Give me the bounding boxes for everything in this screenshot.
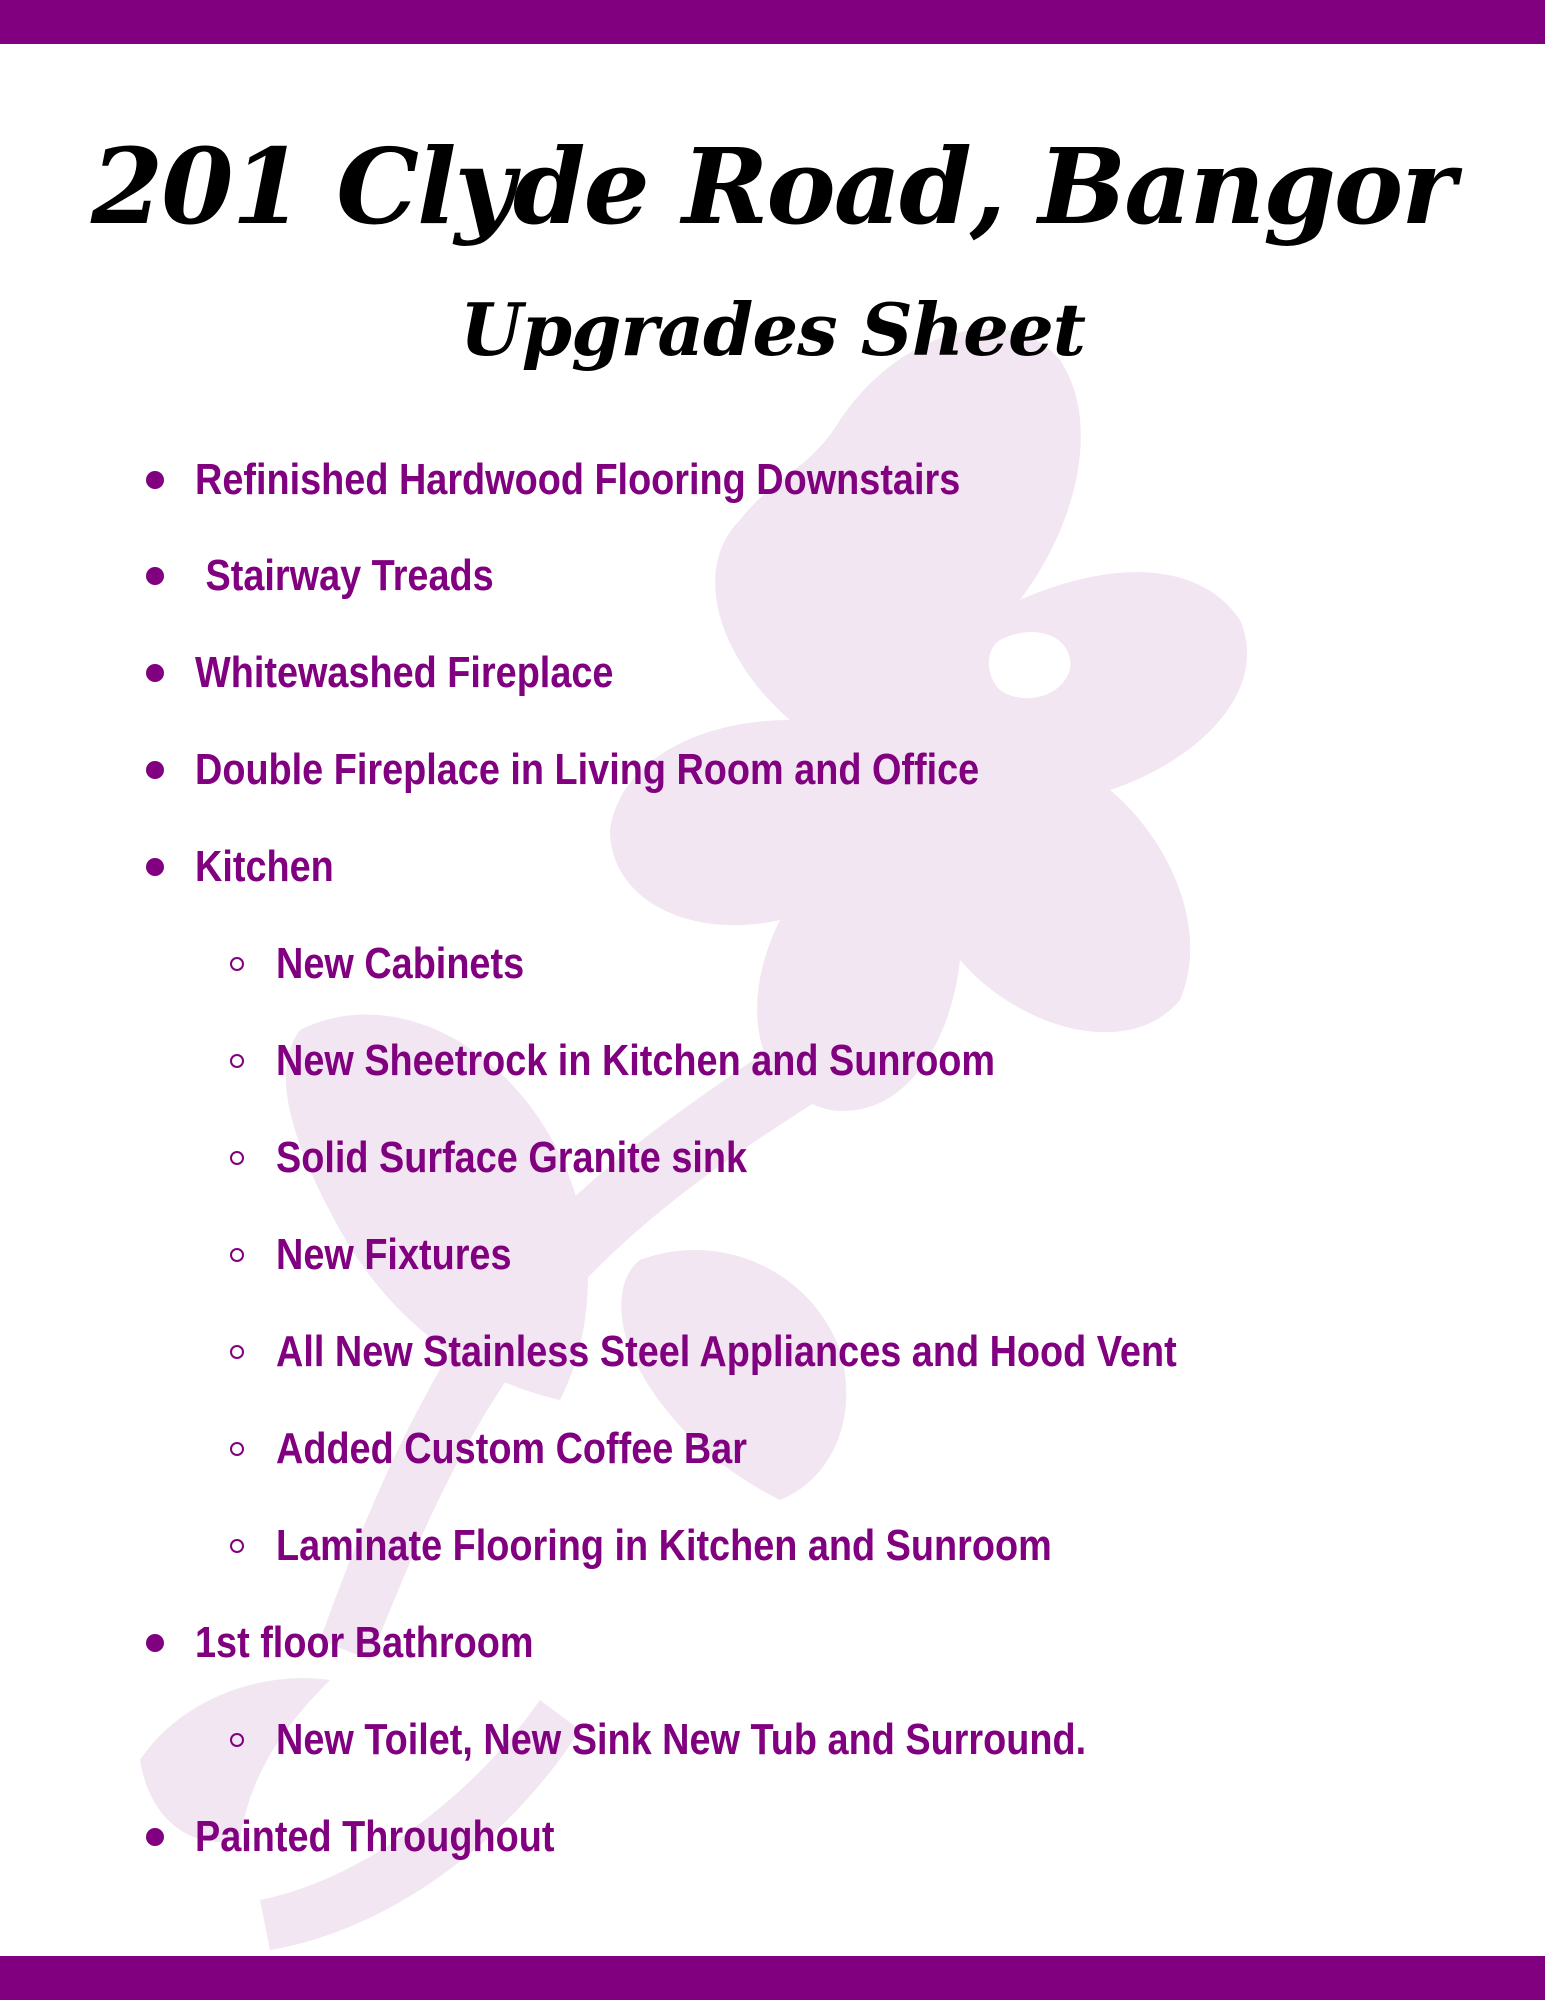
sub-list-item: New Toilet, New Sink New Tub and Surround. bbox=[276, 1715, 1087, 1764]
bullet-disc-icon bbox=[145, 645, 165, 701]
list-item: Double Fireplace in Living Room and Office bbox=[195, 745, 980, 794]
bullet-circle-icon bbox=[227, 936, 247, 992]
list-item: 1st floor Bathroom bbox=[195, 1618, 534, 1667]
bullet-circle-icon bbox=[227, 1033, 247, 1089]
list-item: Kitchen bbox=[195, 842, 334, 891]
list-item: Refinished Hardwood Flooring Downstairs bbox=[195, 455, 961, 504]
list-item: Painted Throughout bbox=[195, 1812, 555, 1861]
bullet-disc-icon bbox=[145, 1809, 165, 1865]
bullet-disc-icon bbox=[145, 1615, 165, 1671]
sub-list-item: Solid Surface Granite sink bbox=[276, 1133, 748, 1182]
sub-list-item: Added Custom Coffee Bar bbox=[276, 1424, 747, 1473]
bullet-circle-icon bbox=[227, 1324, 247, 1380]
bullet-circle-icon bbox=[227, 1227, 247, 1283]
bullet-disc-icon bbox=[145, 452, 165, 508]
list-item: Stairway Treads bbox=[195, 551, 494, 600]
sub-list-item: New Cabinets bbox=[276, 939, 525, 988]
bullet-disc-icon bbox=[145, 548, 165, 604]
sub-list-item: New Sheetrock in Kitchen and Sunroom bbox=[276, 1036, 996, 1085]
bullet-disc-icon bbox=[145, 742, 165, 798]
bullet-circle-icon bbox=[227, 1518, 247, 1574]
list-item: Whitewashed Fireplace bbox=[195, 648, 614, 697]
sub-list-item: Laminate Flooring in Kitchen and Sunroom bbox=[276, 1521, 1052, 1570]
sub-list-item: New Fixtures bbox=[276, 1230, 512, 1279]
bullet-circle-icon bbox=[227, 1421, 247, 1477]
page-subtitle: Upgrades Sheet bbox=[459, 287, 1086, 372]
bullet-circle-icon bbox=[227, 1130, 247, 1186]
sub-list-item: All New Stainless Steel Appliances and Hood Vent bbox=[276, 1327, 1177, 1376]
page-title: 201 Clyde Road, Bangor bbox=[90, 125, 1455, 248]
bullet-circle-icon bbox=[227, 1712, 247, 1768]
bullet-disc-icon bbox=[145, 839, 165, 895]
bottom-accent-bar bbox=[0, 1956, 1545, 2000]
